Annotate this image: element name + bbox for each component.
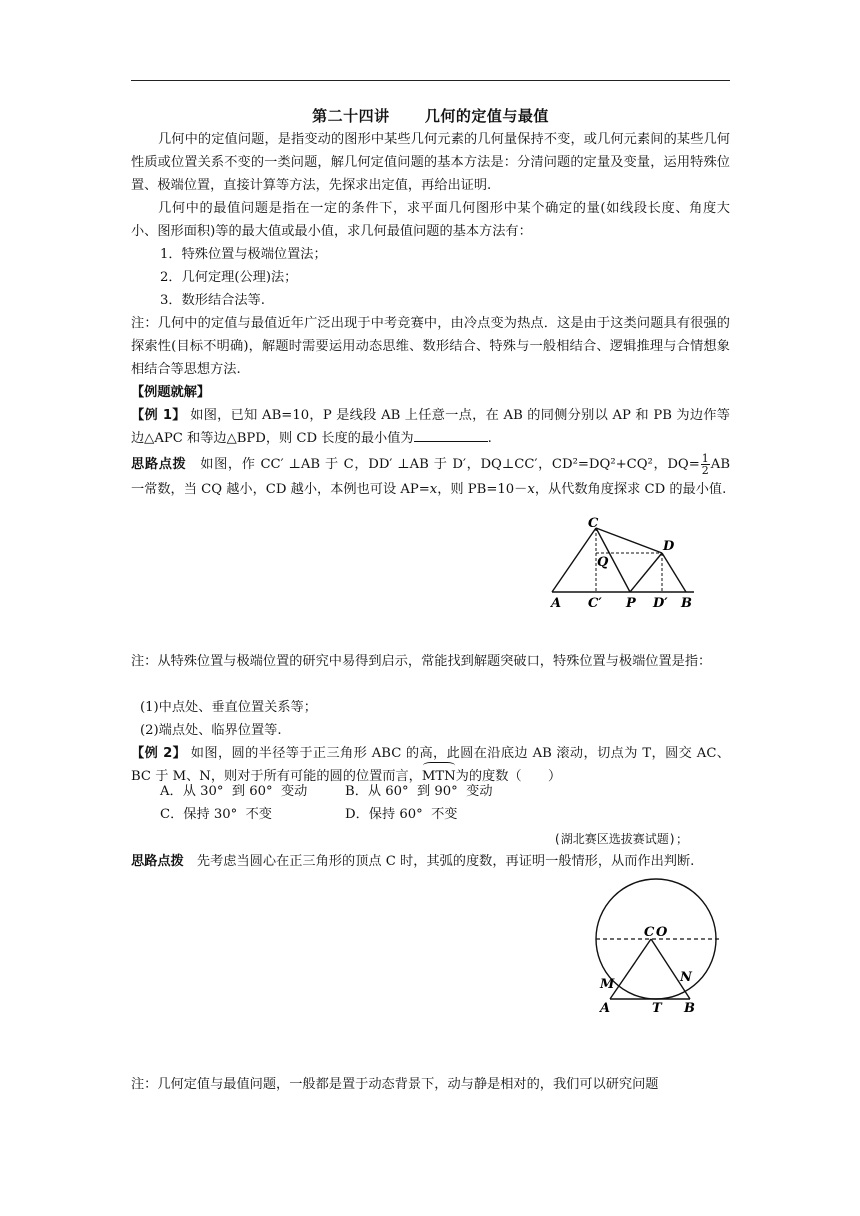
segment-cd bbox=[596, 528, 662, 553]
label-c-prime: C′ bbox=[588, 596, 602, 611]
fraction-numerator: 1 bbox=[701, 452, 709, 465]
var-x: x bbox=[429, 482, 438, 497]
label-d: D bbox=[663, 539, 675, 554]
intro-paragraph-1: 几何中的定值问题，是指变动的图形中某些几何元素的几何量保持不变，或几何元素间的某些几何性质或位置关系不变的一类问题，解几何定值问题的基本方法是：分清问题的定量及变量，运用特殊位置、极端位置，直接计算等方法，先探求出定值，再给出证明. bbox=[131, 132, 730, 193]
option-b: B．从 60° 到 90° 变动 bbox=[345, 784, 493, 799]
figure-2 bbox=[592, 875, 732, 1015]
example-1 bbox=[131, 404, 730, 450]
triangle-side-ac bbox=[610, 939, 651, 999]
intro-paragraph-2: 几何中的最值问题是指在一定的条件下，求平面几何图形中某个确定的量(如线段长度、角度大小、图形面积)等的最大值或最小值，求几何最值问题的基本方法有： bbox=[131, 201, 730, 239]
segment-pd bbox=[630, 553, 662, 592]
label-m: M bbox=[600, 977, 615, 992]
triangle-side-bc bbox=[651, 939, 690, 999]
label-n: N bbox=[680, 970, 692, 985]
note-3: 注：几何定值与最值问题，一般都是置于动态背景下，动与静是相对的，我们可以研究问题 bbox=[131, 1077, 659, 1092]
example-2-text-b: 为的度数（ ） bbox=[455, 769, 562, 784]
source-note: (湖北赛区选拔赛试题)； bbox=[553, 832, 688, 846]
example-1-end: . bbox=[487, 431, 492, 446]
label-b-2: B bbox=[684, 1001, 695, 1015]
note-2-item-2: (2)端点处、临界位置等. bbox=[140, 723, 282, 738]
label-p: P bbox=[626, 596, 636, 611]
option-a: A．从 30° 到 60° 变动 bbox=[160, 784, 308, 799]
method-item-1: 1．特殊位置与极端位置法； bbox=[160, 247, 327, 262]
label-t: T bbox=[652, 1001, 662, 1015]
fraction-denominator: 2 bbox=[701, 464, 709, 477]
label-o: O bbox=[656, 925, 668, 940]
arc-mtn: MTN bbox=[422, 765, 456, 788]
hint-1-text-a: 如图，作 CC′ ⊥AB 于 C，DD′ ⊥AB 于 D′，DQ⊥CC′，CD²=DQ²+CQ²，DQ= bbox=[186, 457, 700, 472]
label-a: A bbox=[551, 596, 562, 611]
label-q: Q bbox=[597, 555, 609, 570]
hint-2-text: 先考虑当圆心在正三角形的顶点 C 时，其弧的度数，再证明一般情形，从而作出判断. bbox=[183, 854, 695, 869]
example-1-label: 【例 1】 bbox=[131, 408, 186, 423]
note-2: 注：从特殊位置与极端位置的研究中易得到启示，常能找到解题突破口，特殊位置与极端位置是指： bbox=[131, 654, 712, 669]
example-2-label: 【例 2】 bbox=[131, 746, 187, 761]
note-1: 注：几何中的定值与最值近年广泛出现于中考竞赛中，由冷点变为热点．这是由于这类问题具有很强的探索性(目标不明确)，解题时需要运用动态思维、数形结合、特殊与一般相结合、逻辑推理与合情想象相结合等思想方法. bbox=[131, 316, 730, 377]
hint-1-label: 思路点拨 bbox=[131, 457, 187, 472]
section-heading: 【例题就解】 bbox=[131, 385, 211, 400]
example-1-text: 如图，已知 AB=10，P 是线段 AB 上任意一点，在 AB 的同侧分别以 AP 和 PB 为边作等边△APC 和等边△BPD，则 CD 长度的最小值为 bbox=[131, 408, 730, 446]
option-c: C．保持 30° 不变 bbox=[160, 807, 272, 822]
figure-1 bbox=[546, 516, 706, 612]
hint-1 bbox=[131, 452, 730, 502]
header-rule bbox=[131, 80, 730, 81]
label-b: B bbox=[681, 596, 692, 611]
label-c: C bbox=[588, 516, 599, 531]
var-x-2: x bbox=[527, 482, 535, 497]
hint-2-label: 思路点拨 bbox=[131, 854, 184, 869]
hint-2 bbox=[131, 850, 730, 873]
page-title: 第二十四讲 几何的定值与最值 bbox=[312, 107, 549, 125]
segment-ac bbox=[552, 528, 596, 592]
hint-1-text-b: AB 一常数，当 CQ 越小，CD 越小，本例也可设 AP= bbox=[131, 457, 731, 497]
segment-db bbox=[662, 553, 686, 592]
label-a-2: A bbox=[600, 1001, 611, 1015]
answer-blank bbox=[414, 428, 488, 442]
hint-1-text-c: ，则 PB=10－ bbox=[437, 482, 528, 497]
fraction-half bbox=[701, 453, 710, 476]
method-item-2: 2．几何定理(公理)法； bbox=[160, 270, 298, 285]
example-2-text-a: 如图，圆的半径等于正三角形 ABC 的高，此圆在沿底边 AB 滚动，切点为 T，圆交 AC、BC 于 M、N，则对于所有可能的圆的位置而言， bbox=[131, 746, 730, 784]
note-2-item-1: (1)中点处、垂直位置关系等； bbox=[140, 700, 317, 715]
hint-1-text-d: ，从代数角度探求 CD 的最小值. bbox=[534, 482, 727, 497]
label-d-prime: D′ bbox=[653, 596, 668, 611]
option-d: D．保持 60° 不变 bbox=[345, 807, 458, 822]
label-c-2: C bbox=[644, 925, 655, 940]
method-item-3: 3．数形结合法等. bbox=[160, 293, 265, 308]
